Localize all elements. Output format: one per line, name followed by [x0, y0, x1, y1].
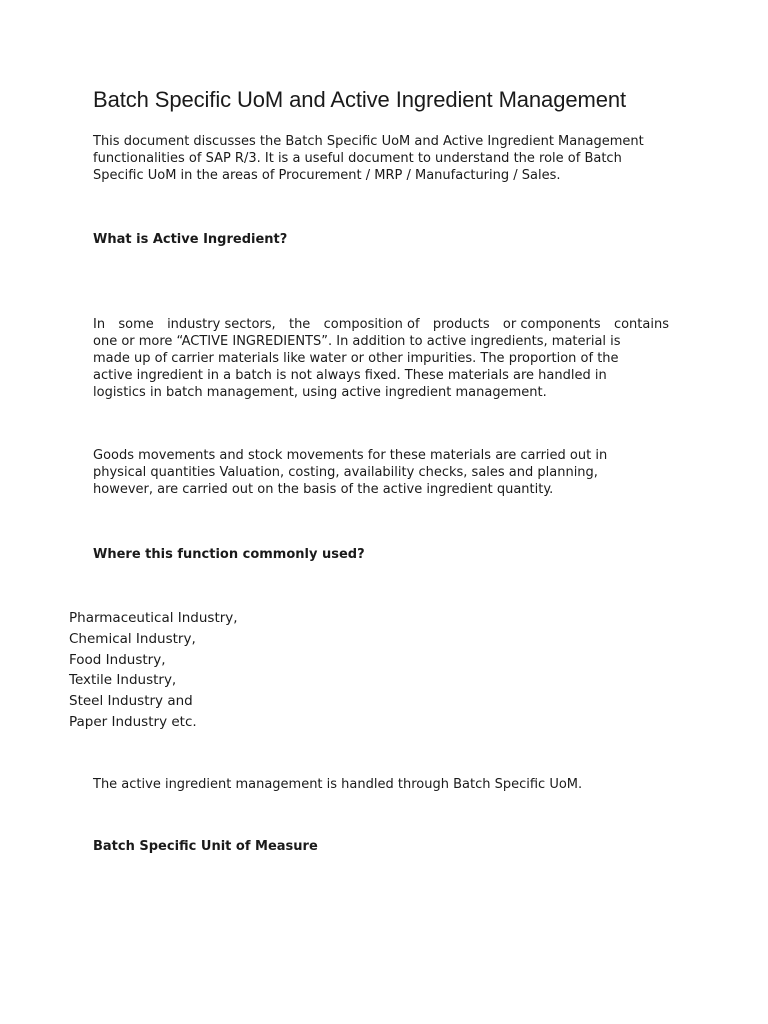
industry-list	[69, 608, 238, 733]
heading-where-used: Where this function commonly used?	[93, 547, 365, 562]
paragraph-line-justified	[93, 316, 669, 333]
goods-movements-paragraph	[93, 447, 693, 498]
list-item: Chemical Industry,	[69, 630, 196, 647]
word: industry sectors,	[167, 317, 276, 332]
paragraph-line: one or more “ACTIVE INGREDIENTS”. In addition to active ingredients, material is	[93, 334, 621, 349]
paragraph-line: made up of carrier materials like water or other impurities. The proportion of the	[93, 351, 619, 366]
intro-paragraph	[93, 133, 693, 184]
paragraph-line: physical quantities Valuation, costing, availability checks, sales and planning,	[93, 465, 598, 480]
list-item: Pharmaceutical Industry,	[69, 610, 238, 626]
active-ingredient-paragraph	[93, 316, 693, 401]
word: composition of	[323, 317, 420, 332]
list-item: Steel Industry and	[69, 693, 193, 710]
paragraph-line: logistics in batch management, using active ingredient management.	[93, 385, 547, 400]
word: or components	[502, 317, 601, 332]
word: some	[118, 317, 154, 332]
paragraph-line: active ingredient in a batch is not always fixed. These materials are handled in	[93, 368, 607, 383]
list-item: Food Industry,	[69, 651, 166, 668]
paragraph-line: Goods movements and stock movements for these materials are carried out in	[93, 448, 608, 463]
heading-what-is-active-ingredient: What is Active Ingredient?	[93, 232, 288, 247]
intro-line: functionalities of SAP R/3. It is a useful document to understand the role of Batch	[93, 151, 622, 166]
document-title: Batch Specific UoM and Active Ingredient Management	[93, 87, 626, 112]
heading-batch-specific-unit-of-measure: Batch Specific Unit of Measure	[93, 839, 318, 854]
word: the	[288, 317, 311, 332]
list-item: Paper Industry etc.	[69, 713, 197, 730]
word: contains	[613, 317, 669, 332]
paragraph-line: however, are carried out on the basis of the active ingredient quantity.	[93, 482, 554, 497]
list-item: Textile Industry,	[69, 672, 177, 689]
word: products	[432, 317, 490, 332]
batch-uom-note	[93, 776, 693, 793]
paragraph-line: The active ingredient management is handled through Batch Specific UoM.	[93, 777, 583, 792]
word: In	[93, 317, 106, 332]
intro-line: Specific UoM in the areas of Procurement / MRP / Manufacturing / Sales.	[93, 168, 561, 183]
intro-line: This document discusses the Batch Specific UoM and Active Ingredient Management	[93, 134, 644, 149]
